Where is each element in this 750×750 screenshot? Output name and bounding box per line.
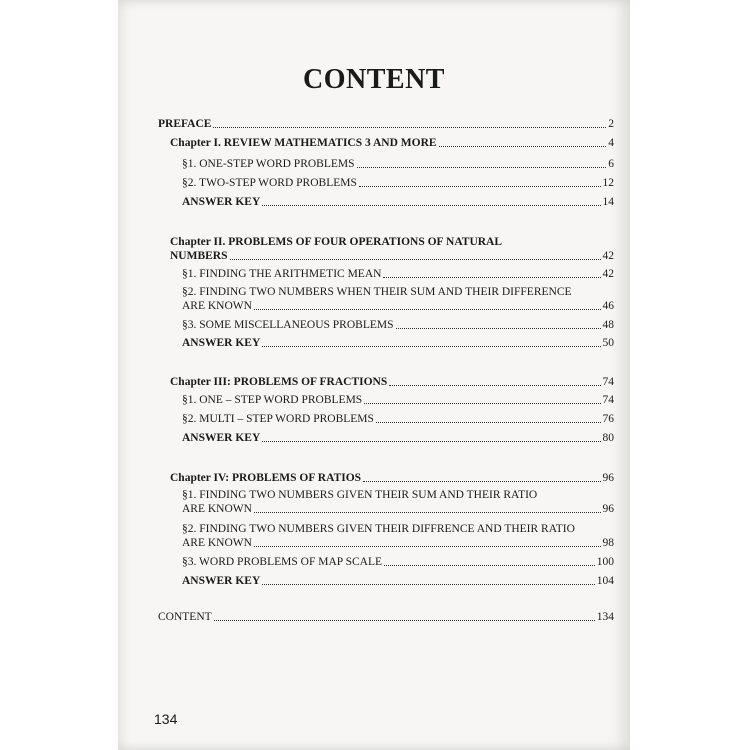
toc-entry bbox=[170, 376, 614, 389]
dot-leader bbox=[254, 545, 601, 547]
dot-leader bbox=[254, 308, 601, 310]
toc-entry-title-line1: Chapter II. PROBLEMS OF FOUR OPERATIONS OF NATURAL bbox=[170, 236, 503, 248]
dot-leader bbox=[363, 480, 600, 482]
toc-entry bbox=[182, 575, 614, 588]
toc-entry-page: 4 bbox=[608, 137, 614, 149]
toc-entry-title: CONTENT bbox=[158, 611, 212, 623]
toc-entry-title: Chapter IV: PROBLEMS OF RATIOS bbox=[170, 472, 362, 484]
toc-entry-title: §2. TWO-STEP WORD PROBLEMS bbox=[182, 177, 357, 189]
dot-leader bbox=[262, 204, 600, 206]
dot-leader bbox=[230, 258, 601, 260]
dot-leader bbox=[389, 384, 600, 386]
toc-entry-page: 2 bbox=[608, 118, 614, 130]
toc-entry-page: 14 bbox=[602, 196, 614, 208]
toc-entry-page: 80 bbox=[602, 432, 614, 444]
toc-entry bbox=[170, 250, 614, 263]
toc-entry-title: NUMBERS bbox=[170, 250, 228, 262]
toc-entry-title: §3. SOME MISCELLANEOUS PROBLEMS bbox=[182, 319, 394, 331]
toc-entry-page: 74 bbox=[602, 394, 614, 406]
toc-entry-title-line1: §1. FINDING TWO NUMBERS GIVEN THEIR SUM AND THEIR RATIO bbox=[182, 489, 538, 501]
toc-entry-title: ANSWER KEY bbox=[182, 575, 261, 587]
toc-entry bbox=[182, 300, 614, 313]
toc-entry-title: Chapter III: PROBLEMS OF FRACTIONS bbox=[170, 376, 388, 388]
toc-entry bbox=[182, 556, 614, 569]
toc-entry-title-line1: §2. FINDING TWO NUMBERS GIVEN THEIR DIFFRENCE AND THEIR RATIO bbox=[182, 523, 575, 535]
toc-entry bbox=[182, 503, 614, 516]
dot-leader bbox=[262, 440, 600, 442]
toc-entry-title: §3. WORD PROBLEMS OF MAP SCALE bbox=[182, 556, 383, 568]
toc-entry-title: ARE KNOWN bbox=[182, 300, 252, 312]
toc-entry bbox=[182, 196, 614, 209]
toc-entry-page: 50 bbox=[602, 337, 614, 349]
page-number: 134 bbox=[154, 711, 178, 727]
toc-entry-page: 74 bbox=[602, 376, 614, 388]
toc-entry bbox=[182, 537, 614, 550]
dot-leader bbox=[262, 345, 600, 347]
toc-entry-page: 104 bbox=[596, 575, 614, 587]
dot-leader bbox=[262, 583, 594, 585]
toc-entry bbox=[182, 337, 614, 350]
toc-entry-title: ARE KNOWN bbox=[182, 537, 252, 549]
toc-entry-line1 bbox=[182, 523, 575, 536]
toc-entry-title: §1. FINDING THE ARITHMETIC MEAN bbox=[182, 268, 382, 280]
dot-leader bbox=[376, 421, 601, 423]
toc-entry bbox=[182, 394, 614, 407]
dot-leader bbox=[213, 126, 606, 128]
toc-entry bbox=[170, 137, 614, 150]
toc-entry-title: §1. ONE-STEP WORD PROBLEMS bbox=[182, 158, 355, 170]
toc-entry bbox=[182, 177, 614, 190]
toc-entry-line1 bbox=[170, 236, 502, 249]
toc-entry bbox=[170, 472, 614, 485]
toc-entry bbox=[182, 319, 614, 332]
toc-entry-page: 42 bbox=[602, 250, 614, 262]
dot-leader bbox=[359, 185, 601, 187]
toc-entry-page: 96 bbox=[602, 503, 614, 515]
dot-leader bbox=[214, 619, 595, 621]
toc-entry-title: ANSWER KEY bbox=[182, 337, 261, 349]
toc-entry-page: 6 bbox=[608, 158, 614, 170]
dot-leader bbox=[384, 564, 595, 566]
toc-entry-line1 bbox=[182, 286, 572, 299]
dot-leader bbox=[364, 402, 600, 404]
toc-entry-title-line1: §2. FINDING TWO NUMBERS WHEN THEIR SUM AND THEIR DIFFERENCE bbox=[182, 286, 572, 298]
toc-entry-title: §2. MULTI – STEP WORD PROBLEMS bbox=[182, 413, 374, 425]
toc-entry-title: ANSWER KEY bbox=[182, 196, 261, 208]
toc-entry-page: 76 bbox=[602, 413, 614, 425]
toc-entry bbox=[182, 413, 614, 426]
toc-entry-page: 42 bbox=[602, 268, 614, 280]
dot-leader bbox=[396, 327, 601, 329]
toc-entry bbox=[182, 268, 614, 281]
toc-entry bbox=[158, 611, 614, 624]
toc-entry bbox=[158, 118, 614, 131]
toc-entry-title: ARE KNOWN bbox=[182, 503, 252, 515]
toc-entry-page: 134 bbox=[596, 611, 614, 623]
toc-entry-page: 48 bbox=[602, 319, 614, 331]
toc-entry-title: Chapter I. REVIEW MATHEMATICS 3 AND MORE bbox=[170, 137, 437, 149]
toc-entry-title: PREFACE bbox=[158, 118, 212, 130]
dot-leader bbox=[357, 166, 607, 168]
toc-entry-page: 100 bbox=[596, 556, 614, 568]
toc-entry-page: 46 bbox=[602, 300, 614, 312]
toc-entry-page: 96 bbox=[602, 472, 614, 484]
toc-entry-page: 12 bbox=[602, 177, 614, 189]
page-title: CONTENT bbox=[303, 64, 445, 95]
table-of-contents bbox=[118, 0, 630, 750]
toc-entry bbox=[182, 432, 614, 445]
book-page bbox=[118, 0, 630, 750]
toc-entry bbox=[182, 158, 614, 171]
toc-entry-line1 bbox=[182, 489, 537, 502]
toc-entry-title: §1. ONE – STEP WORD PROBLEMS bbox=[182, 394, 363, 406]
dot-leader bbox=[383, 276, 600, 278]
dot-leader bbox=[254, 511, 601, 513]
toc-entry-title: ANSWER KEY bbox=[182, 432, 261, 444]
toc-entry-page: 98 bbox=[602, 537, 614, 549]
dot-leader bbox=[439, 145, 607, 147]
